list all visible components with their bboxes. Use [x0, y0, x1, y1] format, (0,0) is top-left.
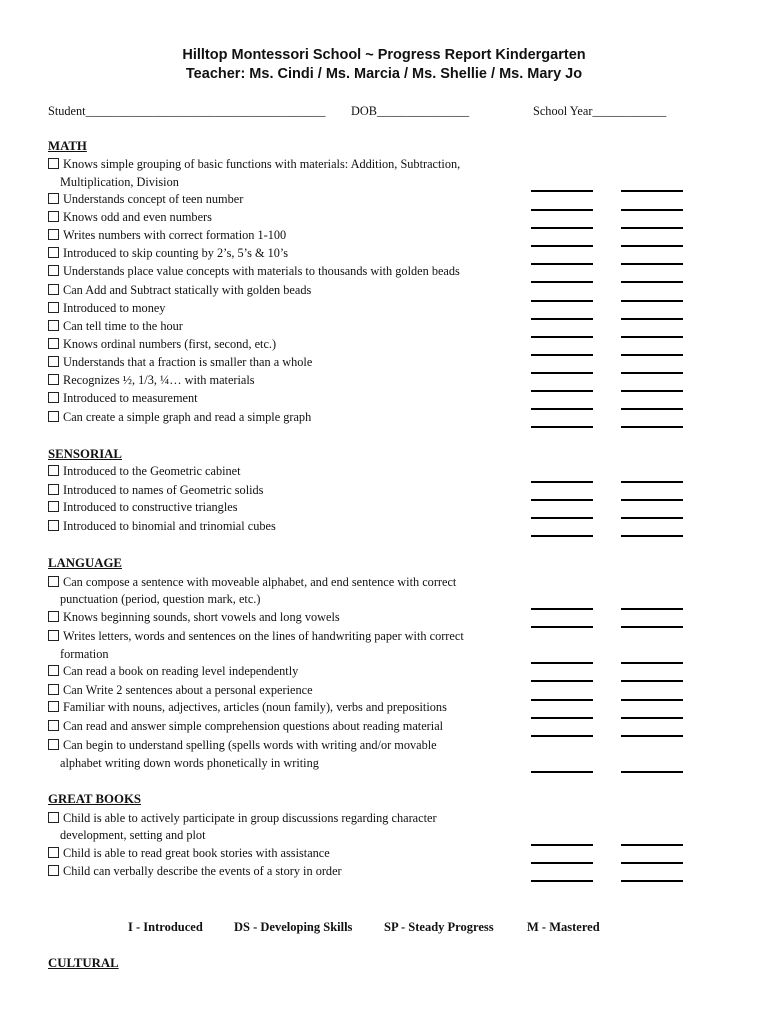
checkbox[interactable]	[48, 465, 59, 476]
answer-blank[interactable]	[621, 354, 683, 356]
answer-blank[interactable]	[621, 771, 683, 773]
answer-blank[interactable]	[531, 481, 593, 483]
checklist-item: Introduced to money	[48, 301, 165, 316]
student-field[interactable]: Student_______________________________________	[48, 104, 326, 118]
checkbox[interactable]	[48, 411, 59, 422]
checkbox[interactable]	[48, 812, 59, 823]
checkbox[interactable]	[48, 374, 59, 385]
answer-blank[interactable]	[531, 680, 593, 682]
checkbox[interactable]	[48, 684, 59, 695]
answer-blank[interactable]	[621, 608, 683, 610]
checklist-item: Understands place value concepts with materials to thousands with golden beads	[48, 264, 460, 279]
checklist-item: Knows ordinal numbers (first, second, etc.)	[48, 337, 276, 352]
answer-blank[interactable]	[621, 408, 683, 410]
checklist-item: Can create a simple graph and read a simple graph	[48, 410, 311, 425]
answer-blank[interactable]	[621, 190, 683, 192]
checklist-item: Writes numbers with correct formation 1-100	[48, 228, 286, 243]
checkbox[interactable]	[48, 847, 59, 858]
checkbox[interactable]	[48, 356, 59, 367]
answer-blank[interactable]	[621, 245, 683, 247]
legend-developing-skills: DS - Developing Skills	[234, 920, 353, 934]
checklist-item: Knows simple grouping of basic functions with materials: Addition, Subtraction,	[48, 157, 460, 172]
answer-blank[interactable]	[531, 608, 593, 610]
answer-blank[interactable]	[531, 281, 593, 283]
answer-blank[interactable]	[621, 626, 683, 628]
checklist-item: Knows odd and even numbers	[48, 210, 212, 225]
checklist-item: Familiar with nouns, adjectives, articles (noun family), verbs and prepositions	[48, 700, 447, 715]
answer-blank[interactable]	[621, 735, 683, 737]
answer-blank[interactable]	[621, 517, 683, 519]
answer-blank[interactable]	[531, 263, 593, 265]
answer-blank[interactable]	[621, 300, 683, 302]
checkbox[interactable]	[48, 665, 59, 676]
answer-blank[interactable]	[531, 390, 593, 392]
checklist-item: Can Write 2 sentences about a personal experience	[48, 683, 313, 698]
checklist-item: Can read and answer simple comprehension questions about reading material	[48, 719, 443, 734]
checklist-item: Can tell time to the hour	[48, 319, 183, 334]
answer-blank[interactable]	[531, 735, 593, 737]
checkbox[interactable]	[48, 193, 59, 204]
checklist-item-continued: alphabet writing down words phonetically in writing	[60, 756, 319, 770]
answer-blank[interactable]	[531, 426, 593, 428]
checklist-item: Can read a book on reading level independently	[48, 664, 298, 679]
checklist-item: Can begin to understand spelling (spells words with writing and/or movable	[48, 738, 437, 753]
checklist-item-continued: punctuation (period, question mark, etc.)	[60, 592, 261, 606]
answer-blank[interactable]	[621, 862, 683, 864]
checklist-item: Writes letters, words and sentences on the lines of handwriting paper with correct	[48, 629, 464, 644]
section-heading-sensorial: SENSORIAL	[48, 447, 122, 461]
checklist-item: Recognizes ½, 1/3, ¼… with materials	[48, 373, 255, 388]
checkbox[interactable]	[48, 576, 59, 587]
answer-blank[interactable]	[531, 535, 593, 537]
answer-blank[interactable]	[621, 699, 683, 701]
answer-blank[interactable]	[531, 209, 593, 211]
answer-blank[interactable]	[531, 190, 593, 192]
legend-steady-progress: SP - Steady Progress	[384, 920, 494, 934]
checkbox[interactable]	[48, 720, 59, 731]
answer-blank[interactable]	[621, 535, 683, 537]
answer-blank[interactable]	[531, 245, 593, 247]
answer-blank[interactable]	[531, 517, 593, 519]
answer-blank[interactable]	[621, 318, 683, 320]
answer-blank[interactable]	[531, 354, 593, 356]
checkbox[interactable]	[48, 392, 59, 403]
checklist-item: Knows beginning sounds, short vowels and long vowels	[48, 610, 340, 625]
answer-blank[interactable]	[531, 372, 593, 374]
answer-blank[interactable]	[531, 336, 593, 338]
school-year-field[interactable]: School Year____________	[533, 104, 667, 118]
answer-blank[interactable]	[531, 699, 593, 701]
checkbox[interactable]	[48, 611, 59, 622]
answer-blank[interactable]	[621, 227, 683, 229]
answer-blank[interactable]	[621, 209, 683, 211]
legend-introduced: I - Introduced	[128, 920, 203, 934]
section-heading-cultural: CULTURAL	[48, 956, 119, 970]
answer-blank[interactable]	[531, 300, 593, 302]
checklist-item-continued: formation	[60, 647, 109, 661]
answer-blank[interactable]	[621, 844, 683, 846]
checklist-item: Introduced to names of Geometric solids	[48, 483, 263, 498]
answer-blank[interactable]	[621, 717, 683, 719]
checklist-item: Child can verbally describe the events of a story in order	[48, 864, 342, 879]
checklist-item: Understands concept of teen number	[48, 192, 243, 207]
answer-blank[interactable]	[621, 372, 683, 374]
checklist-item: Can compose a sentence with moveable alphabet, and end sentence with correct	[48, 575, 456, 590]
checklist-item: Can Add and Subtract statically with golden beads	[48, 283, 311, 298]
checklist-item: Introduced to skip counting by 2’s, 5’s & 10’s	[48, 246, 288, 261]
checkbox[interactable]	[48, 320, 59, 331]
checkbox[interactable]	[48, 865, 59, 876]
checkbox[interactable]	[48, 338, 59, 349]
checklist-item: Child is able to actively participate in group discussions regarding character	[48, 811, 437, 826]
checkbox[interactable]	[48, 739, 59, 750]
checkbox[interactable]	[48, 247, 59, 258]
checkbox[interactable]	[48, 284, 59, 295]
answer-blank[interactable]	[621, 680, 683, 682]
answer-blank[interactable]	[621, 426, 683, 428]
checkbox[interactable]	[48, 501, 59, 512]
checkbox[interactable]	[48, 302, 59, 313]
checkbox[interactable]	[48, 484, 59, 495]
teacher-line: Teacher: Ms. Cindi / Ms. Marcia / Ms. Shellie / Ms. Mary Jo	[185, 66, 583, 82]
answer-blank[interactable]	[621, 281, 683, 283]
checkbox[interactable]	[48, 265, 59, 276]
checkbox[interactable]	[48, 701, 59, 712]
answer-blank[interactable]	[531, 499, 593, 501]
checklist-item: Introduced to binomial and trinomial cubes	[48, 519, 276, 534]
dob-field[interactable]: DOB_______________	[351, 104, 470, 118]
answer-blank[interactable]	[531, 771, 593, 773]
answer-blank[interactable]	[621, 481, 683, 483]
checklist-item: Introduced to the Geometric cabinet	[48, 464, 241, 479]
answer-blank[interactable]	[621, 263, 683, 265]
answer-blank[interactable]	[531, 862, 593, 864]
legend-mastered: M - Mastered	[527, 920, 600, 934]
answer-blank[interactable]	[621, 499, 683, 501]
answer-blank[interactable]	[621, 880, 683, 882]
checklist-item: Understands that a fraction is smaller than a whole	[48, 355, 312, 370]
answer-blank[interactable]	[621, 336, 683, 338]
answer-blank[interactable]	[531, 717, 593, 719]
checkbox[interactable]	[48, 211, 59, 222]
answer-blank[interactable]	[531, 318, 593, 320]
answer-blank[interactable]	[531, 662, 593, 664]
section-heading-great-books: GREAT BOOKS	[48, 792, 142, 806]
answer-blank[interactable]	[531, 880, 593, 882]
checkbox[interactable]	[48, 520, 59, 531]
answer-blank[interactable]	[531, 844, 593, 846]
answer-blank[interactable]	[531, 626, 593, 628]
answer-blank[interactable]	[531, 408, 593, 410]
checklist-item: Introduced to measurement	[48, 391, 198, 406]
section-heading-language: LANGUAGE	[48, 556, 122, 570]
checklist-item-continued: development, setting and plot	[60, 828, 206, 842]
answer-blank[interactable]	[621, 390, 683, 392]
checkbox[interactable]	[48, 158, 59, 169]
answer-blank[interactable]	[531, 227, 593, 229]
section-heading-math: MATH	[48, 139, 87, 153]
checkbox[interactable]	[48, 630, 59, 641]
checklist-item: Introduced to constructive triangles	[48, 500, 238, 515]
checklist-item: Child is able to read great book stories with assistance	[48, 846, 330, 861]
checkbox[interactable]	[48, 229, 59, 240]
checklist-item-continued: Multiplication, Division	[60, 175, 179, 189]
report-title: Hilltop Montessori School ~ Progress Report Kindergarten	[182, 47, 586, 63]
answer-blank[interactable]	[621, 662, 683, 664]
